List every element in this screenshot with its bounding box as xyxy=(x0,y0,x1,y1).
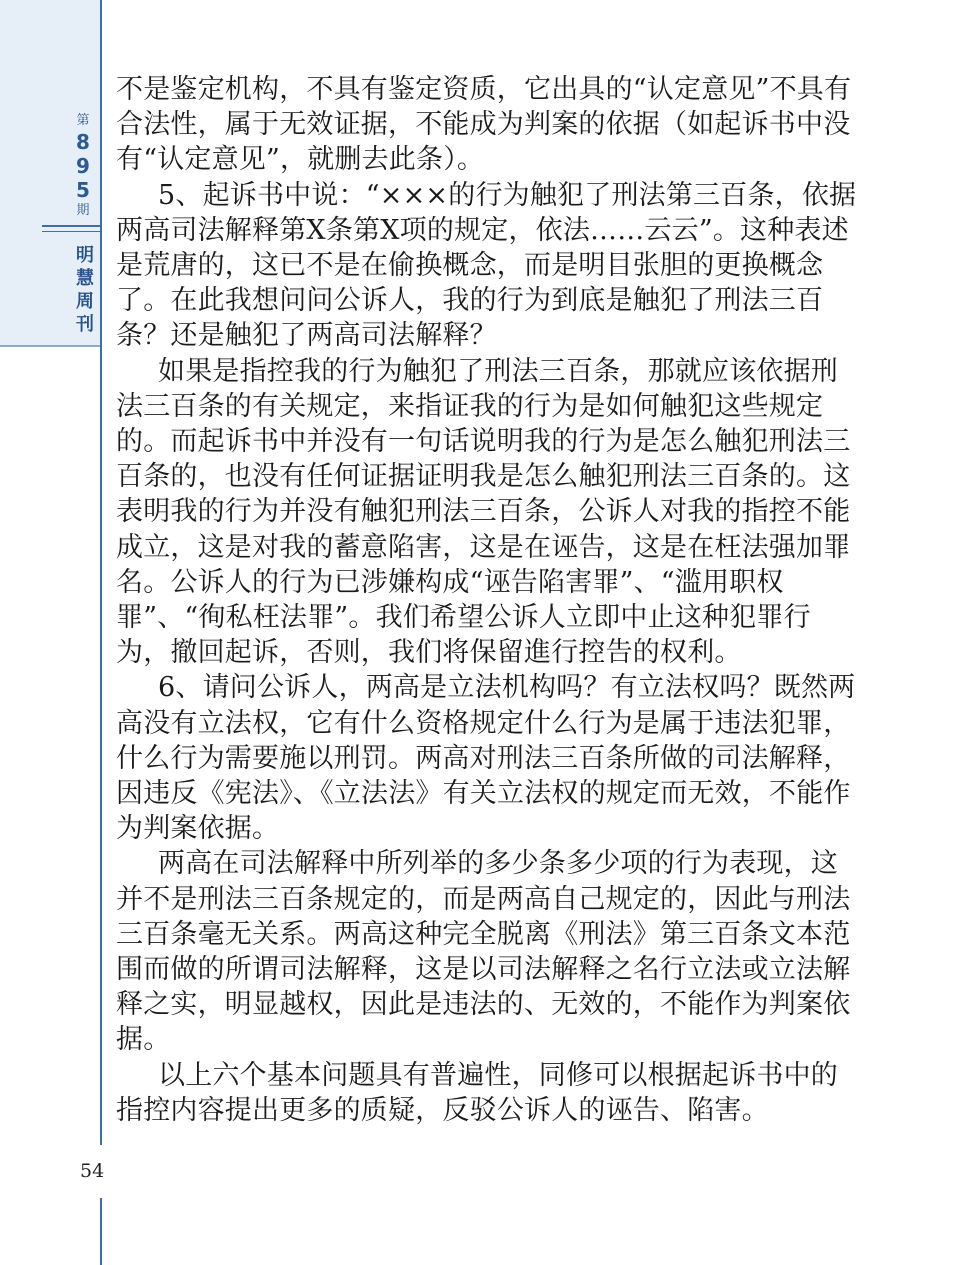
paragraph: 两高在司法解释中所列举的多少条多少项的行为表现，这并不是刑法三百条规定的，而是两高自己规定的，因此与刑法三百条毫无关系。两高这种完全脱离《刑法》第三百条文本范围而做的所谓司法解释，这是以司法解释之名行立法或立法解释之实，明显越权，因此是违法的、无效的，不能作为判案依据。 xyxy=(116,848,851,1056)
magazine-char: 明 xyxy=(76,245,94,266)
issue-digit: 5 xyxy=(76,178,90,202)
magazine-title xyxy=(68,244,102,336)
page-number: 54 xyxy=(80,1160,105,1182)
margin-rule-lower xyxy=(100,1198,102,1265)
paragraph: 6、请问公诉人，两高是立法机构吗？有立法权吗？既然两高没有立法权，它有什么资格规定什么行为是属于违法犯罪，什么行为需要施以刑罚。两高对刑法三百条所做的司法解释，因违反《宪法》、《立法法》有关立法权的规定而无效，不能作为判案依据。 xyxy=(116,672,856,845)
issue-prefix: 第 xyxy=(76,113,90,128)
issue-digit: 9 xyxy=(76,154,90,178)
paragraph: 如果是指控我的行为触犯了刑法三百条，那就应该依据刑法三百条的有关规定，来指证我的行为是如何触犯这些规定的。而起诉书中并没有一句话说明我的行为是怎么触犯刑法三百条的，也没有任何证据证明我是怎么触犯刑法三百条的。这表明我的行为并没有触犯刑法三百条，公诉人对我的指控不能成立，这是对我的蓄意陷害，这是在诬告，这是在枉法强加罪名。公诉人的行为已涉嫌构成“诬告陷害罪”、“滥用职权罪”、“徇私枉法罪”。我们希望公诉人立即中止这种犯罪行为，撤回起诉，否则，我们将保留進行控告的权利。 xyxy=(116,355,851,669)
issue-digit: 8 xyxy=(76,130,90,154)
paragraph: 不是鉴定机构，不具有鉴定资质，它出具的“认定意见”不具有合法性，属于无效证据，不能成为判案的依据（如起诉书中没有“认定意见”，就删去此条）。 xyxy=(116,74,852,176)
issue-suffix: 期 xyxy=(76,203,90,218)
paragraph: 5、起诉书中说：“×××的行为触犯了刑法第三百条，依据两高司法解释第X条第X项的规定，依法……云云”。这种表述是荒唐的，这已不是在偷换概念，而是明目张胆的更换概念了。在此我想问问公诉人，我的行为到底是触犯了刑法三百条？还是触犯了两高司法解释？ xyxy=(116,179,857,352)
issue-number xyxy=(60,112,106,220)
magazine-char: 刊 xyxy=(76,314,94,335)
sidebar-divider xyxy=(42,225,100,227)
magazine-char: 周 xyxy=(76,291,94,312)
article-body xyxy=(116,72,864,1128)
sidebar-divider-thin xyxy=(42,231,100,232)
paragraph: 以上六个基本问题具有普遍性，同修可以根据起诉书中的指控内容提出更多的质疑，反驳公诉人的诬告、陷害。 xyxy=(116,1059,838,1126)
magazine-char: 慧 xyxy=(76,268,94,289)
